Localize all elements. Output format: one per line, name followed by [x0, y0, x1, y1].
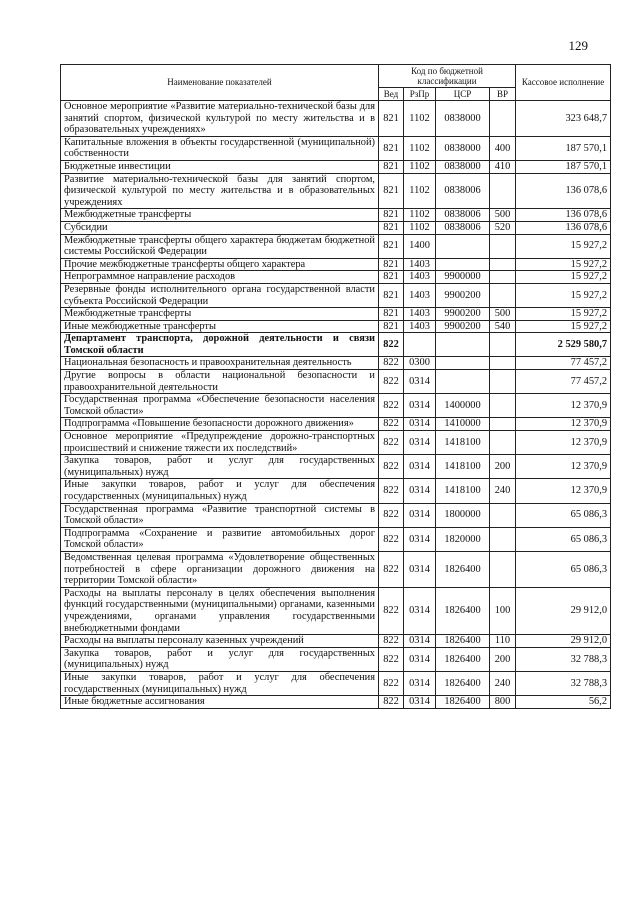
row-amount: 32 788,3	[516, 671, 611, 695]
table-row	[61, 173, 611, 209]
table-row	[61, 455, 611, 479]
row-amount: 32 788,3	[516, 647, 611, 671]
row-amount: 15 927,2	[516, 271, 611, 284]
row-amount: 77 457,2	[516, 370, 611, 394]
row-ved: 821	[379, 234, 404, 258]
row-amount: 136 078,6	[516, 209, 611, 222]
row-amount: 136 078,6	[516, 173, 611, 209]
row-rzpr: 1102	[404, 173, 436, 209]
row-csr	[436, 370, 490, 394]
table-row	[61, 136, 611, 160]
row-csr	[436, 234, 490, 258]
row-vr	[490, 527, 516, 551]
row-name: Подпрограмма «Повышение безопасности дорожного движения»	[61, 418, 379, 431]
row-ved: 821	[379, 271, 404, 284]
row-amount: 15 927,2	[516, 283, 611, 307]
row-csr: 1826400	[436, 696, 490, 709]
row-vr: 240	[490, 671, 516, 695]
row-ved: 822	[379, 418, 404, 431]
row-rzpr: 1403	[404, 283, 436, 307]
row-rzpr: 1403	[404, 258, 436, 271]
table-row	[61, 283, 611, 307]
row-ved: 821	[379, 209, 404, 222]
table-row	[61, 551, 611, 587]
table-row	[61, 101, 611, 137]
row-ved: 821	[379, 308, 404, 321]
row-ved: 821	[379, 258, 404, 271]
row-rzpr: 1102	[404, 101, 436, 137]
row-vr	[490, 551, 516, 587]
row-csr: 1826400	[436, 587, 490, 634]
row-rzpr: 0314	[404, 431, 436, 455]
row-ved: 822	[379, 357, 404, 370]
row-amount: 187 570,1	[516, 160, 611, 173]
row-vr: 500	[490, 308, 516, 321]
row-name: Межбюджетные трансферты	[61, 308, 379, 321]
row-rzpr: 0314	[404, 479, 436, 503]
row-name: Ведомственная целевая программа «Удовлетворение общественных потребностей в сфере организации дорожного движения на территории Томской области»	[61, 551, 379, 587]
row-amount: 56,2	[516, 696, 611, 709]
row-csr: 1826400	[436, 551, 490, 587]
row-vr	[490, 431, 516, 455]
row-rzpr: 1403	[404, 271, 436, 284]
row-name: Государственная программа «Обеспечение безопасности населения Томской области»	[61, 394, 379, 418]
row-rzpr: 0300	[404, 357, 436, 370]
row-name: Основное мероприятие «Развитие материально-технической базы для занятий спортом, физической культурой по месту жительства и в образовательных учреждениях»	[61, 101, 379, 137]
table-row	[61, 418, 611, 431]
row-vr: 100	[490, 587, 516, 634]
row-name: Межбюджетные трансферты	[61, 209, 379, 222]
row-name: Другие вопросы в области национальной безопасности и правоохранительной деятельности	[61, 370, 379, 394]
row-vr	[490, 234, 516, 258]
row-rzpr: 0314	[404, 503, 436, 527]
row-name: Закупка товаров, работ и услуг для государственных (муниципальных) нужд	[61, 647, 379, 671]
row-rzpr: 0314	[404, 418, 436, 431]
row-ved: 822	[379, 503, 404, 527]
row-amount: 15 927,2	[516, 258, 611, 271]
row-amount: 12 370,9	[516, 431, 611, 455]
row-rzpr: 1102	[404, 136, 436, 160]
row-amount: 65 086,3	[516, 503, 611, 527]
page-number: 129	[568, 38, 588, 53]
row-ved: 821	[379, 320, 404, 333]
table-row	[61, 209, 611, 222]
row-amount: 29 912,0	[516, 635, 611, 648]
table-row	[61, 635, 611, 648]
table-row	[61, 587, 611, 634]
row-ved: 822	[379, 671, 404, 695]
row-amount: 15 927,2	[516, 320, 611, 333]
row-vr	[490, 101, 516, 137]
row-vr	[490, 271, 516, 284]
table-row	[61, 696, 611, 709]
table-row	[61, 527, 611, 551]
row-ved: 821	[379, 136, 404, 160]
table-row	[61, 333, 611, 357]
row-vr	[490, 333, 516, 357]
row-amount: 65 086,3	[516, 551, 611, 587]
row-vr	[490, 173, 516, 209]
row-vr	[490, 394, 516, 418]
row-amount: 2 529 580,7	[516, 333, 611, 357]
row-amount: 77 457,2	[516, 357, 611, 370]
row-name: Государственная программа «Развитие транспортной системы в Томской области»	[61, 503, 379, 527]
row-vr	[490, 418, 516, 431]
row-ved: 822	[379, 431, 404, 455]
row-name: Иные закупки товаров, работ и услуг для обеспечения государственных (муниципальных) нужд	[61, 479, 379, 503]
row-ved: 822	[379, 635, 404, 648]
row-csr: 9900200	[436, 308, 490, 321]
row-csr: 9900200	[436, 320, 490, 333]
row-name: Расходы на выплаты персоналу в целях обеспечения выполнения функций государственными (муниципальными) органами, казенными учреждениями, органами управления государственными внебюджетными фондами	[61, 587, 379, 634]
row-amount: 12 370,9	[516, 394, 611, 418]
header-code-group: Код по бюджетной классификации	[379, 65, 516, 88]
row-name: Подпрограмма «Сохранение и развитие автомобильных дорог Томской области»	[61, 527, 379, 551]
row-vr: 200	[490, 647, 516, 671]
row-vr: 200	[490, 455, 516, 479]
header-csr: ЦСР	[436, 88, 490, 101]
table-body	[61, 101, 611, 709]
row-rzpr: 0314	[404, 696, 436, 709]
row-rzpr: 0314	[404, 455, 436, 479]
row-ved: 822	[379, 479, 404, 503]
row-vr: 540	[490, 320, 516, 333]
row-name: Капитальные вложения в объекты государственной (муниципальной) собственности	[61, 136, 379, 160]
row-csr: 0838006	[436, 173, 490, 209]
row-vr: 240	[490, 479, 516, 503]
row-vr	[490, 357, 516, 370]
row-name: Бюджетные инвестиции	[61, 160, 379, 173]
row-vr	[490, 503, 516, 527]
table-row	[61, 308, 611, 321]
row-name: Прочие межбюджетные трансферты общего характера	[61, 258, 379, 271]
row-vr	[490, 258, 516, 271]
row-ved: 822	[379, 394, 404, 418]
row-vr	[490, 370, 516, 394]
table-row	[61, 671, 611, 695]
row-amount: 29 912,0	[516, 587, 611, 634]
table-row	[61, 234, 611, 258]
row-name: Основное мероприятие «Предупреждение дорожно-транспортных происшествий и снижение тяжести их последствий»	[61, 431, 379, 455]
row-rzpr: 0314	[404, 587, 436, 634]
row-rzpr: 0314	[404, 671, 436, 695]
header-row	[61, 65, 611, 88]
row-ved: 822	[379, 455, 404, 479]
table-row	[61, 370, 611, 394]
row-rzpr: 1102	[404, 221, 436, 234]
row-csr: 1826400	[436, 647, 490, 671]
row-name: Иные межбюджетные трансферты	[61, 320, 379, 333]
row-csr: 9900000	[436, 271, 490, 284]
row-rzpr: 1403	[404, 308, 436, 321]
row-rzpr: 0314	[404, 647, 436, 671]
table-row	[61, 479, 611, 503]
row-csr	[436, 333, 490, 357]
row-amount: 65 086,3	[516, 527, 611, 551]
row-name: Национальная безопасность и правоохранительная деятельность	[61, 357, 379, 370]
row-csr: 1418100	[436, 455, 490, 479]
row-csr: 1800000	[436, 503, 490, 527]
row-ved: 821	[379, 101, 404, 137]
table-row	[61, 357, 611, 370]
row-ved: 821	[379, 221, 404, 234]
row-ved: 822	[379, 587, 404, 634]
row-csr: 0838006	[436, 221, 490, 234]
row-csr: 0838000	[436, 136, 490, 160]
row-amount: 12 370,9	[516, 479, 611, 503]
row-rzpr	[404, 333, 436, 357]
table-row	[61, 258, 611, 271]
row-amount: 12 370,9	[516, 418, 611, 431]
row-rzpr: 1403	[404, 320, 436, 333]
row-vr: 110	[490, 635, 516, 648]
row-name: Иные бюджетные ассигнования	[61, 696, 379, 709]
row-ved: 821	[379, 283, 404, 307]
table-row	[61, 160, 611, 173]
row-rzpr: 0314	[404, 635, 436, 648]
row-csr: 9900200	[436, 283, 490, 307]
row-csr: 1826400	[436, 671, 490, 695]
row-csr: 1826400	[436, 635, 490, 648]
table-row	[61, 320, 611, 333]
row-vr: 400	[490, 136, 516, 160]
header-vr: ВР	[490, 88, 516, 101]
row-rzpr: 1102	[404, 209, 436, 222]
row-csr	[436, 357, 490, 370]
table-row	[61, 647, 611, 671]
row-amount: 15 927,2	[516, 308, 611, 321]
row-name: Субсидии	[61, 221, 379, 234]
row-rzpr: 0314	[404, 551, 436, 587]
header-execution: Кассовое исполнение	[516, 65, 611, 101]
row-csr	[436, 258, 490, 271]
row-amount: 136 078,6	[516, 221, 611, 234]
row-ved: 821	[379, 173, 404, 209]
header-name: Наименование показателей	[61, 65, 379, 101]
row-csr: 1410000	[436, 418, 490, 431]
row-vr: 500	[490, 209, 516, 222]
row-name: Закупка товаров, работ и услуг для государственных (муниципальных) нужд	[61, 455, 379, 479]
header-rzpr: РзПр	[404, 88, 436, 101]
row-ved: 822	[379, 551, 404, 587]
row-amount: 12 370,9	[516, 455, 611, 479]
row-name: Межбюджетные трансферты общего характера бюджетам бюджетной системы Российской Федерации	[61, 234, 379, 258]
row-name: Расходы на выплаты персоналу казенных учреждений	[61, 635, 379, 648]
row-ved: 822	[379, 370, 404, 394]
row-vr: 410	[490, 160, 516, 173]
table-row	[61, 221, 611, 234]
row-amount: 15 927,2	[516, 234, 611, 258]
row-rzpr: 1400	[404, 234, 436, 258]
row-name: Резервные фонды исполнительного органа государственной власти субъекта Российской Федерации	[61, 283, 379, 307]
table-row	[61, 503, 611, 527]
row-vr	[490, 283, 516, 307]
table-row	[61, 431, 611, 455]
row-ved: 822	[379, 527, 404, 551]
row-csr: 1400000	[436, 394, 490, 418]
row-csr: 1418100	[436, 431, 490, 455]
row-vr: 520	[490, 221, 516, 234]
row-ved: 821	[379, 160, 404, 173]
row-rzpr: 0314	[404, 394, 436, 418]
row-vr: 800	[490, 696, 516, 709]
row-ved: 822	[379, 647, 404, 671]
table-row	[61, 394, 611, 418]
row-name: Департамент транспорта, дорожной деятельности и связи Томской области	[61, 333, 379, 357]
budget-table	[60, 64, 611, 709]
row-ved: 822	[379, 696, 404, 709]
row-rzpr: 0314	[404, 370, 436, 394]
header-ved: Вед	[379, 88, 404, 101]
row-name: Непрограммное направление расходов	[61, 271, 379, 284]
table-row	[61, 271, 611, 284]
row-rzpr: 0314	[404, 527, 436, 551]
row-csr: 0838000	[436, 101, 490, 137]
row-ved: 822	[379, 333, 404, 357]
row-csr: 1820000	[436, 527, 490, 551]
row-csr: 0838000	[436, 160, 490, 173]
row-csr: 1418100	[436, 479, 490, 503]
row-name: Иные закупки товаров, работ и услуг для обеспечения государственных (муниципальных) нужд	[61, 671, 379, 695]
row-csr: 0838006	[436, 209, 490, 222]
row-amount: 187 570,1	[516, 136, 611, 160]
row-amount: 323 648,7	[516, 101, 611, 137]
row-rzpr: 1102	[404, 160, 436, 173]
row-name: Развитие материально-технической базы для занятий спортом, физической культурой по месту жительства и в образовательных учреждениях	[61, 173, 379, 209]
